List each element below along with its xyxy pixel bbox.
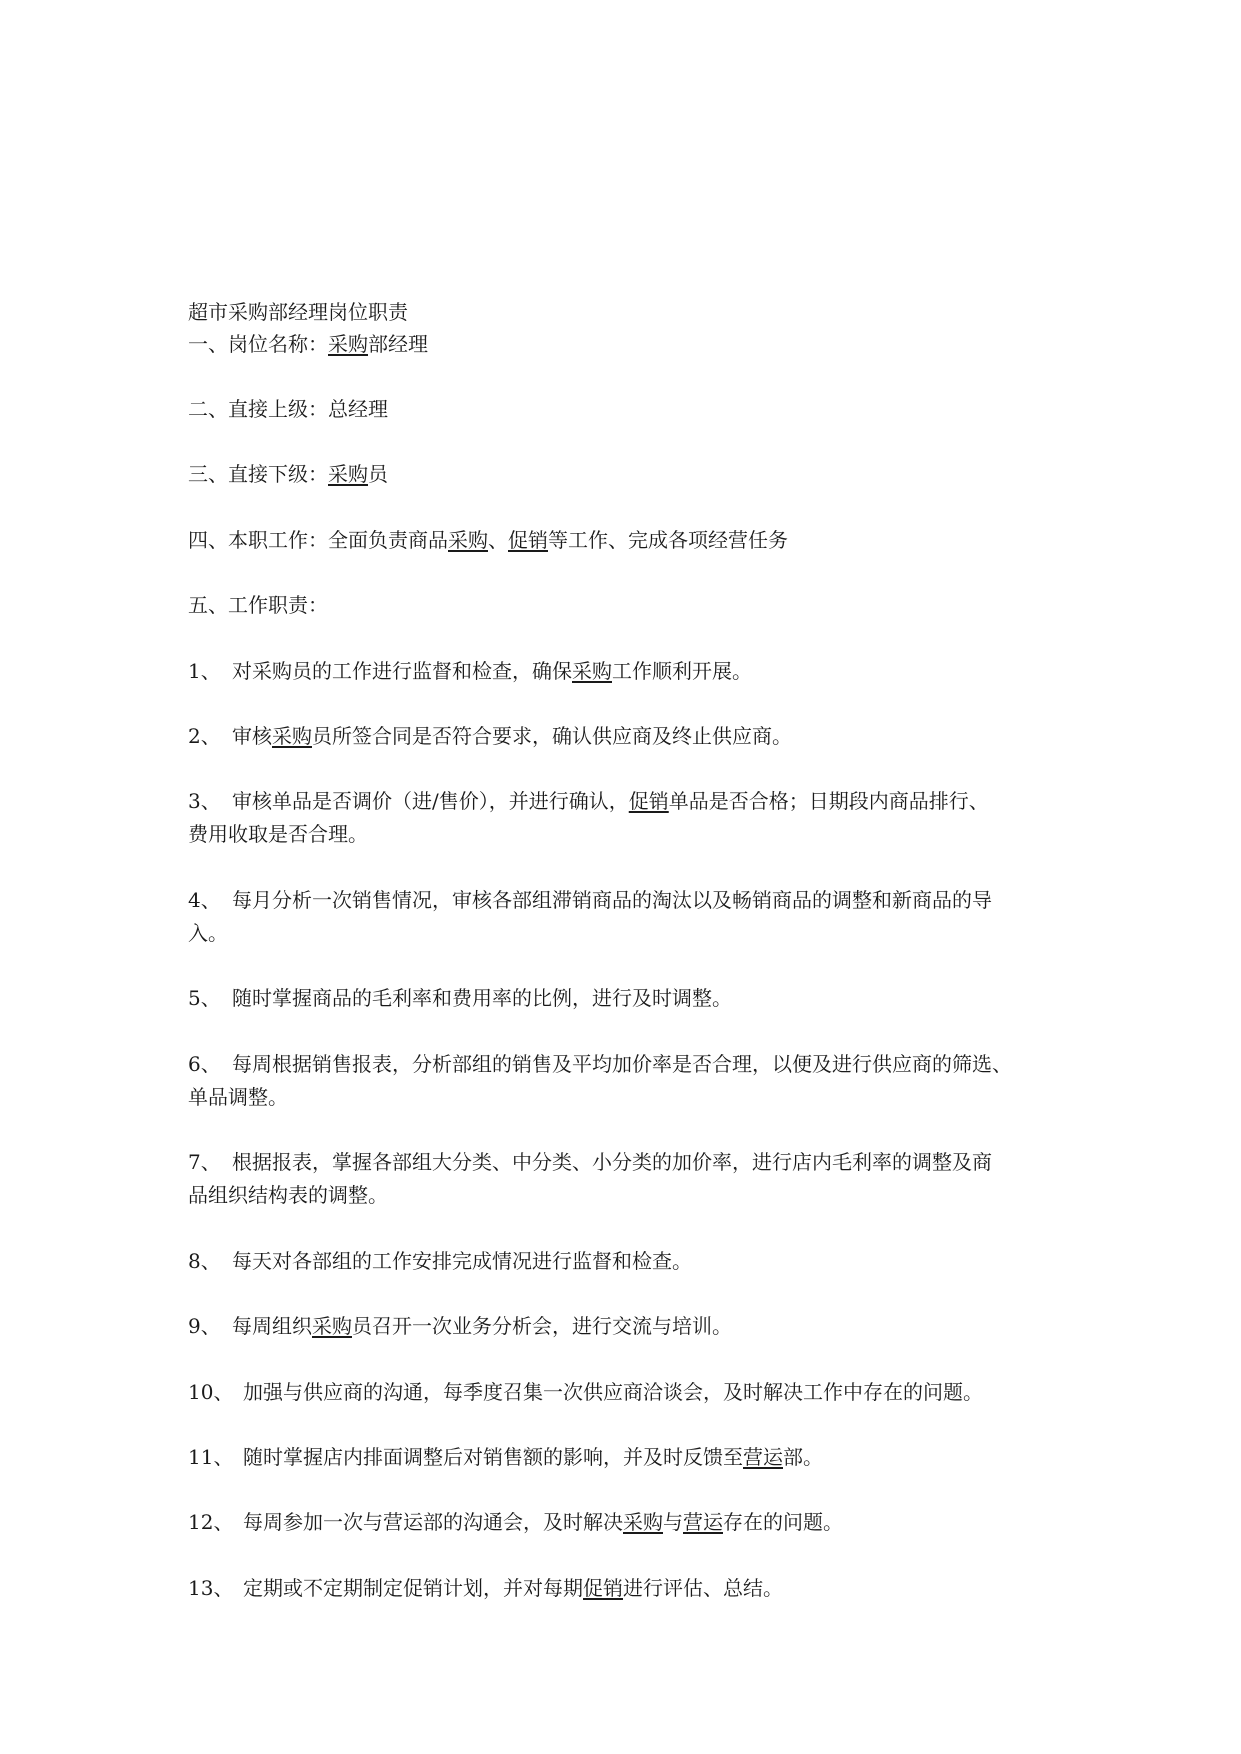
line-text: 三、直接下级： <box>188 462 328 486</box>
document-title: 超市采购部经理岗位职责 <box>188 300 408 324</box>
position-name-line <box>188 328 428 361</box>
line-text: 审核 <box>232 724 272 748</box>
duty-number: 11、 <box>188 1445 234 1469</box>
duty-number: 1、 <box>188 659 221 683</box>
duty-item <box>188 982 732 1015</box>
duty-item <box>188 1376 983 1409</box>
operations-link[interactable]: 营运 <box>743 1445 783 1469</box>
duty-item-continuation: 品组织结构表的调整。 <box>188 1183 388 1207</box>
line-text: 工作顺利开展。 <box>612 659 752 683</box>
purchase-link[interactable]: 采购 <box>328 332 368 356</box>
line-text: 单品是否合格；日期段内商品排行、 <box>668 789 989 813</box>
line-text: 对采购员的工作进行监督和检查，确保 <box>232 659 572 683</box>
duty-item-continuation: 入。 <box>188 921 228 945</box>
line-text: 加强与供应商的沟通，每季度召集一次供应商洽谈会，及时解决工作中存在的问题。 <box>243 1380 983 1404</box>
duty-number: 8、 <box>188 1249 221 1273</box>
line-text: 每周组织 <box>232 1314 312 1338</box>
line-text: 审核单品是否调价（进/售价），并进行确认， <box>232 789 629 813</box>
duties-heading: 五、工作职责： <box>188 593 328 617</box>
duty-number: 13、 <box>188 1576 234 1600</box>
duty-number: 10、 <box>188 1380 234 1404</box>
purchase-link[interactable]: 采购 <box>623 1510 663 1534</box>
operations-link[interactable]: 营运 <box>683 1510 723 1534</box>
duty-number: 12、 <box>188 1510 234 1534</box>
line-text: 定期或不定期制定促销计划，并对每期 <box>243 1576 583 1600</box>
duty-number: 5、 <box>188 986 221 1010</box>
duty-number: 2、 <box>188 724 221 748</box>
line-text: 等工作、完成各项经营任务 <box>548 528 788 552</box>
purchase-link[interactable]: 采购 <box>572 659 612 683</box>
promotion-link[interactable]: 促销 <box>583 1576 623 1600</box>
purchase-link[interactable]: 采购 <box>272 724 312 748</box>
line-text: 与 <box>663 1510 683 1534</box>
duty-number: 9、 <box>188 1314 221 1338</box>
duty-item <box>188 1146 992 1179</box>
duty-number: 7、 <box>188 1150 221 1174</box>
purchase-link[interactable]: 采购 <box>328 462 368 486</box>
duty-item-continuation: 费用收取是否合理。 <box>188 822 368 846</box>
duty-number: 4、 <box>188 888 221 912</box>
duty-item <box>188 1572 783 1605</box>
purchase-link[interactable]: 采购 <box>312 1314 352 1338</box>
duty-item <box>188 1048 1012 1081</box>
line-text: 每天对各部组的工作安排完成情况进行监督和检查。 <box>232 1249 692 1273</box>
line-text: 进行评估、总结。 <box>623 1576 783 1600</box>
purchase-link[interactable]: 采购 <box>448 528 488 552</box>
line-text: 根据报表，掌握各部组大分类、中分类、小分类的加价率，进行店内毛利率的调整及商 <box>232 1150 992 1174</box>
promotion-link[interactable]: 促销 <box>628 789 669 813</box>
line-text: 四、本职工作：全面负责商品 <box>188 528 448 552</box>
line-text: 员召开一次业务分析会，进行交流与培训。 <box>352 1314 732 1338</box>
direct-superior-line: 二、直接上级：总经理 <box>188 397 388 421</box>
promotion-link[interactable]: 促销 <box>508 528 548 552</box>
line-text: 一、岗位名称： <box>188 332 328 356</box>
line-text: 部经理 <box>368 332 428 356</box>
duty-number: 6、 <box>188 1052 221 1076</box>
line-text: 部。 <box>783 1445 823 1469</box>
duty-item <box>188 1506 843 1539</box>
duty-item <box>188 884 992 917</box>
line-text: 每月分析一次销售情况，审核各部组滞销商品的淘汰以及畅销商品的调整和新商品的导 <box>232 888 992 912</box>
line-text: 、 <box>488 528 508 552</box>
line-text: 每周根据销售报表，分析部组的销售及平均加价率是否合理，以便及进行供应商的筛选、 <box>232 1052 1012 1076</box>
line-text: 随时掌握商品的毛利率和费用率的比例，进行及时调整。 <box>232 986 732 1010</box>
duty-item <box>188 1310 732 1343</box>
line-text: 员 <box>368 462 388 486</box>
duty-item <box>188 655 752 688</box>
duty-item <box>188 1441 823 1474</box>
duty-item <box>188 720 792 753</box>
line-text: 随时掌握店内排面调整后对销售额的影响，并及时反馈至 <box>243 1445 743 1469</box>
duty-item <box>188 785 989 818</box>
line-text: 员所签合同是否符合要求，确认供应商及终止供应商。 <box>312 724 792 748</box>
main-work-line <box>188 524 788 557</box>
direct-subordinate-line <box>188 458 388 491</box>
duty-item-continuation: 单品调整。 <box>188 1085 288 1109</box>
line-text: 存在的问题。 <box>723 1510 843 1534</box>
duty-number: 3、 <box>188 789 221 813</box>
line-text: 每周参加一次与营运部的沟通会，及时解决 <box>243 1510 623 1534</box>
duty-item <box>188 1245 692 1278</box>
